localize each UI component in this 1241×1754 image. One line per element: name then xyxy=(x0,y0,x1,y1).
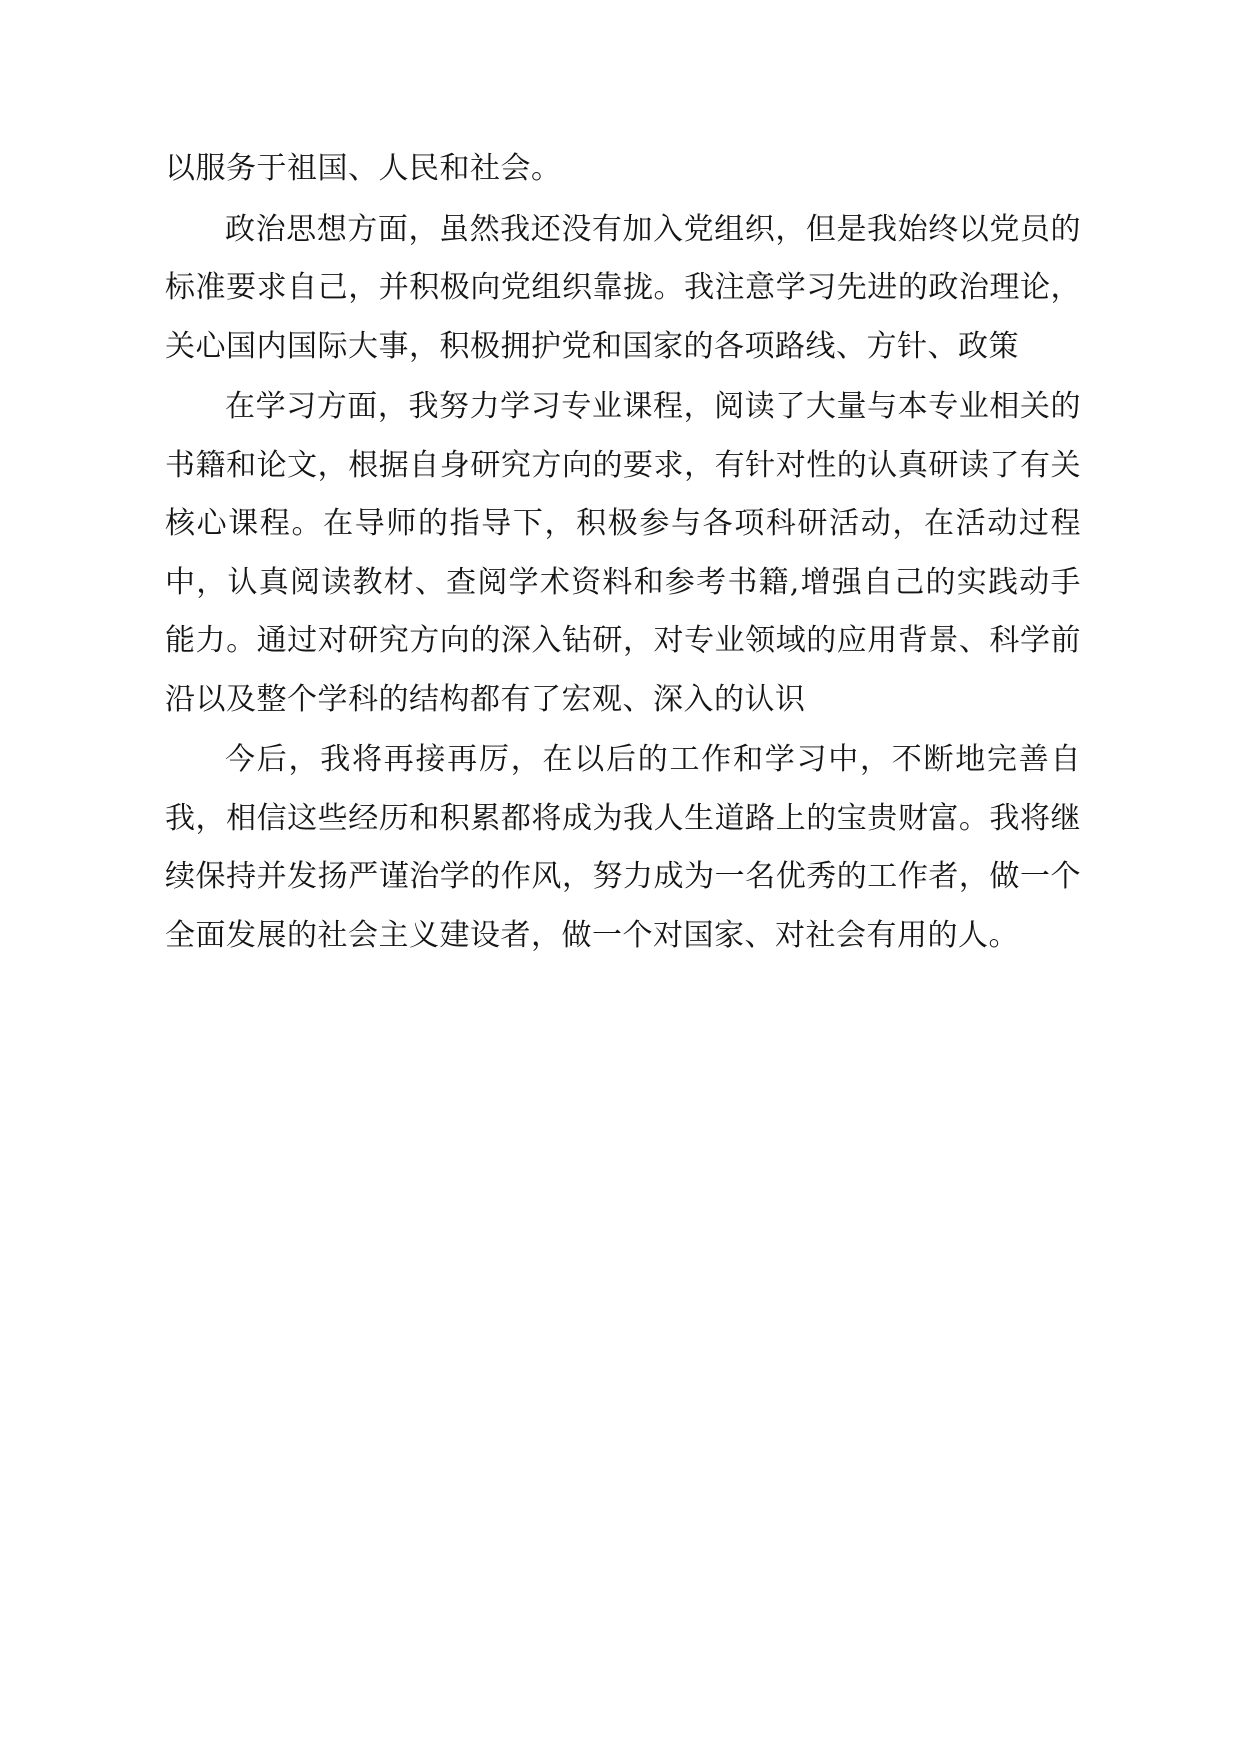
document-body xyxy=(165,140,1081,965)
paragraph-political-thought: 政治思想方面，虽然我还没有加入党组织，但是我始终以党员的标准要求自己，并积极向党组织靠拢。我注意学习先进的政治理论，关心国内国际大事，积极拥护党和国家的各项路线、方针、政策 xyxy=(165,211,1081,364)
paragraph-continued: 以服务于祖国、人民和社会。 xyxy=(165,151,562,186)
paragraph-future: 今后，我将再接再厉，在以后的工作和学习中，不断地完善自我，相信这些经历和积累都将成为我人生道路上的宝贵财富。我将继续保持并发扬严谨治学的作风，努力成为一名优秀的工作者，做一个全面发展的社会主义建设者，做一个对国家、对社会有用的人。 xyxy=(165,742,1081,953)
paragraph-study: 在学习方面，我努力学习专业课程，阅读了大量与本专业相关的书籍和论文，根据自身研究方向的要求，有针对性的认真研读了有关核心课程。在导师的指导下，积极参与各项科研活动，在活动过程中，认真阅读教材、查阅学术资料和参考书籍,增强自己的实践动手能力。通过对研究方向的深入钻研，对专业领域的应用背景、科学前沿以及整个学科的结构都有了宏观、深入的认识 xyxy=(165,389,1081,717)
